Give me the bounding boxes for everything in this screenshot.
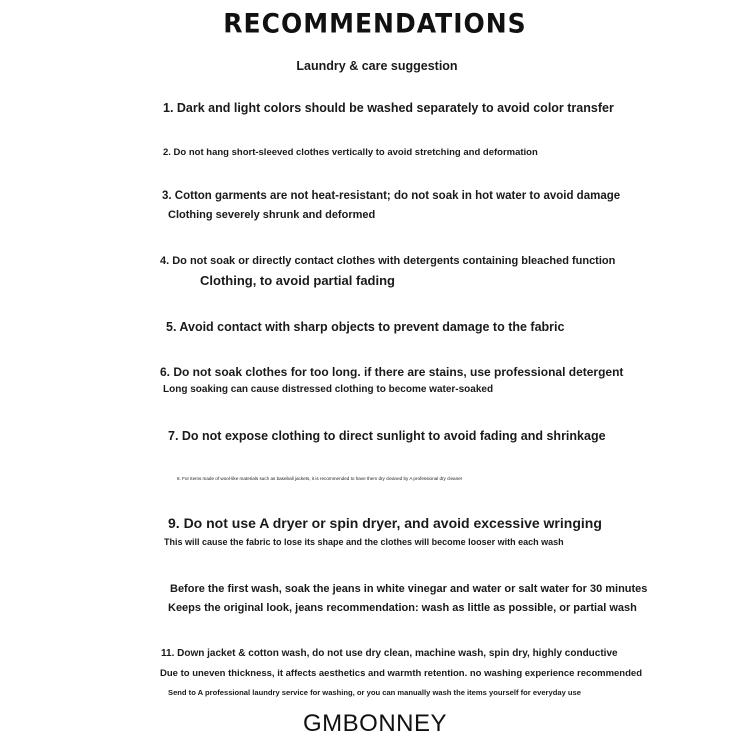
care-item-11-detail: Due to uneven thickness, it affects aesthetics and warmth retention. no washing experience recommended (160, 668, 642, 679)
care-item-11-note: Send to A professional laundry service for washing, or you can manually wash the items yourself for everyday use (168, 688, 581, 697)
page-subtitle: Laundry & care suggestion (296, 59, 458, 73)
page-title: RECOMMENDATIONS (223, 8, 527, 39)
care-item-3: 3. Cotton garments are not heat-resistant; do not soak in hot water to avoid damage (162, 190, 621, 202)
care-item-8: 8. For items made of wool-like materials such as baseball jackets, it is recommended to have them dry cleaned by A professional dry cleaner (177, 476, 463, 481)
care-item-10: Before the first wash, soak the jeans in white vinegar and water or salt water for 30 minutes (170, 583, 648, 595)
care-item-5: 5. Avoid contact with sharp objects to prevent damage to the fabric (166, 320, 565, 334)
care-item-2: 2. Do not hang short-sleeved clothes vertically to avoid stretching and deformation (163, 147, 538, 158)
care-item-4: 4. Do not soak or directly contact clothes with detergents containing bleached function (160, 255, 616, 267)
care-item-1: 1. Dark and light colors should be washed separately to avoid color transfer (163, 101, 614, 115)
care-item-9-detail: This will cause the fabric to lose its shape and the clothes will become looser with each wash (164, 537, 564, 547)
care-item-6-detail: Long soaking can cause distressed clothing to become water-soaked (163, 384, 494, 395)
brand-logo-text: GMBONNEY (302, 710, 447, 737)
care-item-4-detail: Clothing, to avoid partial fading (200, 273, 395, 288)
care-item-11: 11. Down jacket & cotton wash, do not use dry clean, machine wash, spin dry, highly conductive (161, 648, 618, 659)
care-item-6: 6. Do not soak clothes for too long. if there are stains, use professional detergent (160, 365, 624, 379)
care-item-10-detail: Keeps the original look, jeans recommendation: wash as little as possible, or partial wash (168, 602, 637, 614)
care-item-7: 7. Do not expose clothing to direct sunlight to avoid fading and shrinkage (168, 429, 606, 443)
care-item-3-detail: Clothing severely shrunk and deformed (168, 209, 376, 221)
care-item-9: 9. Do not use A dryer or spin dryer, and avoid excessive wringing (168, 515, 602, 531)
